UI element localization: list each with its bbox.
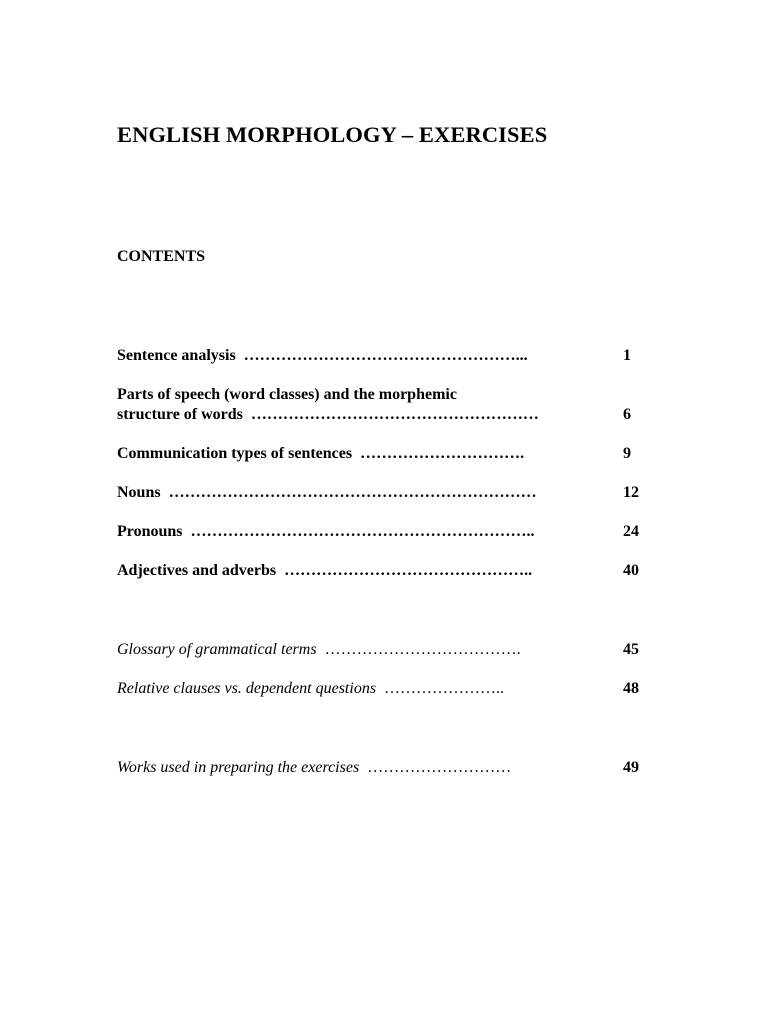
toc-entry-leader: ……………………………………………… <box>250 406 539 423</box>
toc-entry-leader: …………………………. <box>360 445 525 462</box>
toc-entry-works-used[interactable] <box>117 758 647 778</box>
toc-entry-parts-of-speech-line2[interactable] <box>117 405 647 425</box>
toc-entry-label: Parts of speech (word classes) and the morphemic <box>117 386 457 403</box>
toc-entry-label: Relative clauses vs. dependent questions <box>117 680 377 697</box>
toc-entry-leader: ……………………………………………………….. <box>190 523 535 540</box>
document-title: ENGLISH MORPHOLOGY – EXERCISES <box>117 122 548 147</box>
toc-entry-label-continued: structure of words <box>117 406 243 423</box>
toc-entry-leader: ……………………… <box>367 759 512 776</box>
toc-entry-label: Works used in preparing the exercises <box>117 759 360 776</box>
toc-entry-page: 9 <box>623 445 631 462</box>
toc-entry-glossary[interactable] <box>117 640 647 660</box>
toc-entry-label: Glossary of grammatical terms <box>117 641 317 658</box>
toc-entry-page: 1 <box>623 347 631 364</box>
toc-entry-leader: ………………………………. <box>324 641 521 658</box>
toc-entry-page: 49 <box>623 759 639 776</box>
toc-entry-communication-types[interactable] <box>117 444 647 464</box>
toc-entry-nouns[interactable] <box>117 483 647 503</box>
toc-entry-label: Sentence analysis <box>117 347 236 364</box>
toc-entry-label: Communication types of sentences <box>117 445 353 462</box>
toc-entry-leader: ……………………………………………... <box>243 347 528 364</box>
toc-entry-page: 45 <box>623 641 639 658</box>
toc-entry-sentence-analysis[interactable] <box>117 346 647 366</box>
toc-entry-page: 48 <box>623 680 639 697</box>
toc-entry-label: Adjectives and adverbs <box>117 562 277 579</box>
toc-entry-pronouns[interactable] <box>117 522 647 542</box>
toc-entry-leader: ………………….. <box>384 680 505 697</box>
toc-entry-page: 12 <box>623 484 639 501</box>
toc-entry-label: Nouns <box>117 484 161 501</box>
toc-entry-page: 40 <box>623 562 639 579</box>
toc-entry-label: Pronouns <box>117 523 183 540</box>
toc-entry-parts-of-speech-line1[interactable] <box>117 385 647 405</box>
contents-heading: CONTENTS <box>117 248 206 265</box>
toc-entry-adjectives-adverbs[interactable] <box>117 561 647 581</box>
toc-entry-leader: …………………………………………………………… <box>168 484 537 501</box>
toc-entry-page: 6 <box>623 406 631 423</box>
toc-entry-leader: ……………………………………….. <box>284 562 533 579</box>
toc-entry-page: 24 <box>623 523 639 540</box>
toc-entry-relative-clauses[interactable] <box>117 679 647 699</box>
